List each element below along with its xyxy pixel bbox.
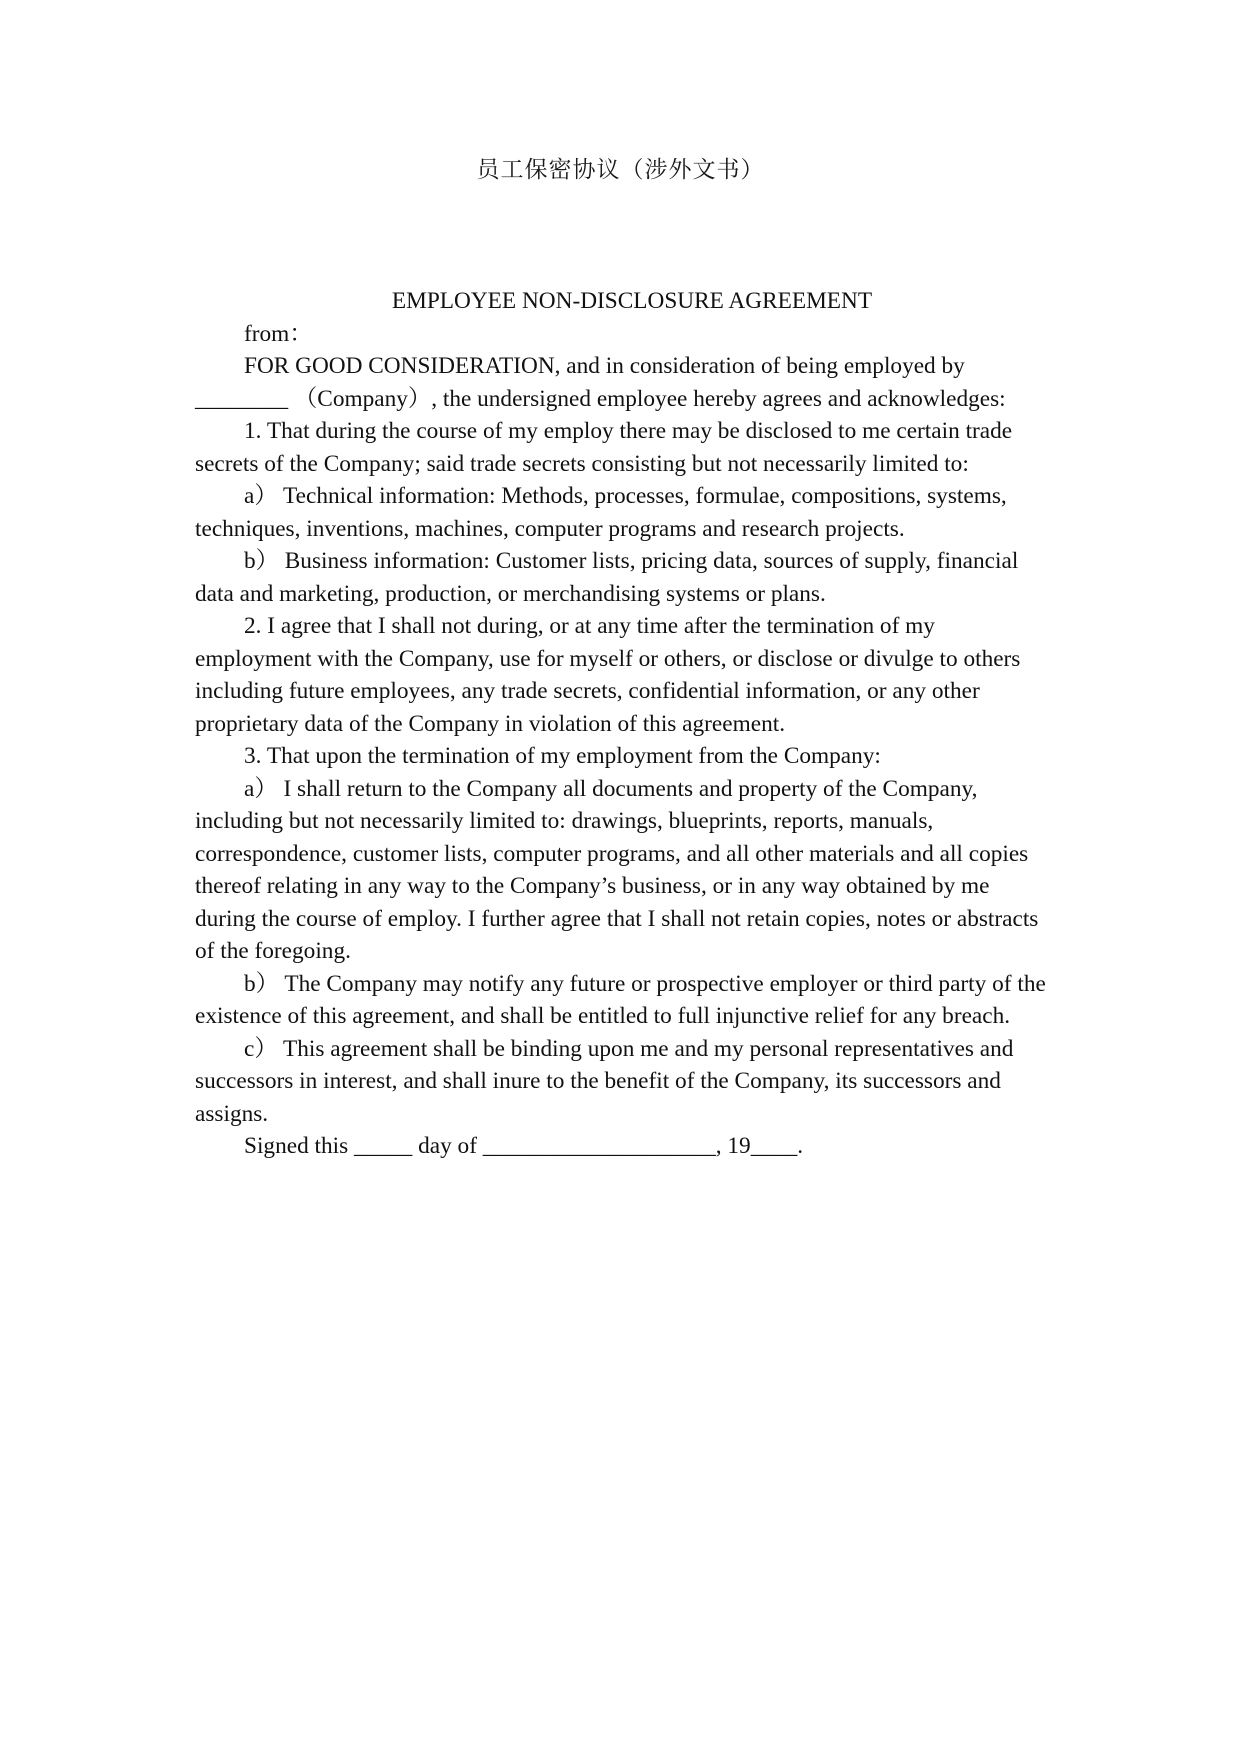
clause-3b: b） The Company may notify any future or prospective employer or third party of the existence of this agreement, and shall be entitled to full injunctive relief for any breach.: [195, 970, 1046, 1029]
clause-1: 1. That during the course of my employ there may be disclosed to me certain trade secrets of the Company; said trade secrets consisting but not necessarily limited to:: [195, 418, 1013, 477]
clause-3a: a） I shall return to the Company all documents and property of the Company, including but not necessarily limited to: drawings, blueprints, reports, manuals, correspondence, customer lists, computer programs, and all other materials and all copies thereof relating in any way to the Company’s business, or in any way obtained by me during the course of employ. I further agree that I shall not retain copies, notes or abstracts of the foregoing.: [195, 775, 1039, 964]
consideration-paragraph: FOR GOOD CONSIDERATION, and in consideration of being employed by ________ （Company）, the undersigned employee hereby agrees and acknowledges:: [195, 353, 1006, 412]
clause-3: 3. That upon the termination of my employment from the Company:: [244, 743, 881, 769]
chinese-title: 员工保密协议（涉外文书）: [476, 157, 765, 183]
document-body: [195, 285, 1055, 1163]
signature-line: Signed this _____ day of ____________________, 19____.: [244, 1133, 804, 1159]
from-line: from：: [244, 320, 313, 347]
clause-2: 2. I agree that I shall not during, or at any time after the termination of my employment with the Company, use for myself or others, or disclose or divulge to others including future employees, any trade secrets, confidential information, or any other proprietary data of the Company in violation of this agreement.: [195, 613, 1021, 737]
english-title: EMPLOYEE NON-DISCLOSURE AGREEMENT: [391, 288, 873, 314]
clause-1b: b） Business information: Customer lists, pricing data, sources of supply, financial data and marketing, production, or merchandising systems or plans.: [195, 548, 1019, 607]
clause-3c: c） This agreement shall be binding upon me and my personal representatives and successors in interest, and shall inure to the benefit of the Company, its successors and assigns.: [195, 1035, 1014, 1127]
clause-1a: a） Technical information: Methods, processes, formulae, compositions, systems, techniques, inventions, machines, computer programs and research projects.: [195, 483, 1007, 542]
